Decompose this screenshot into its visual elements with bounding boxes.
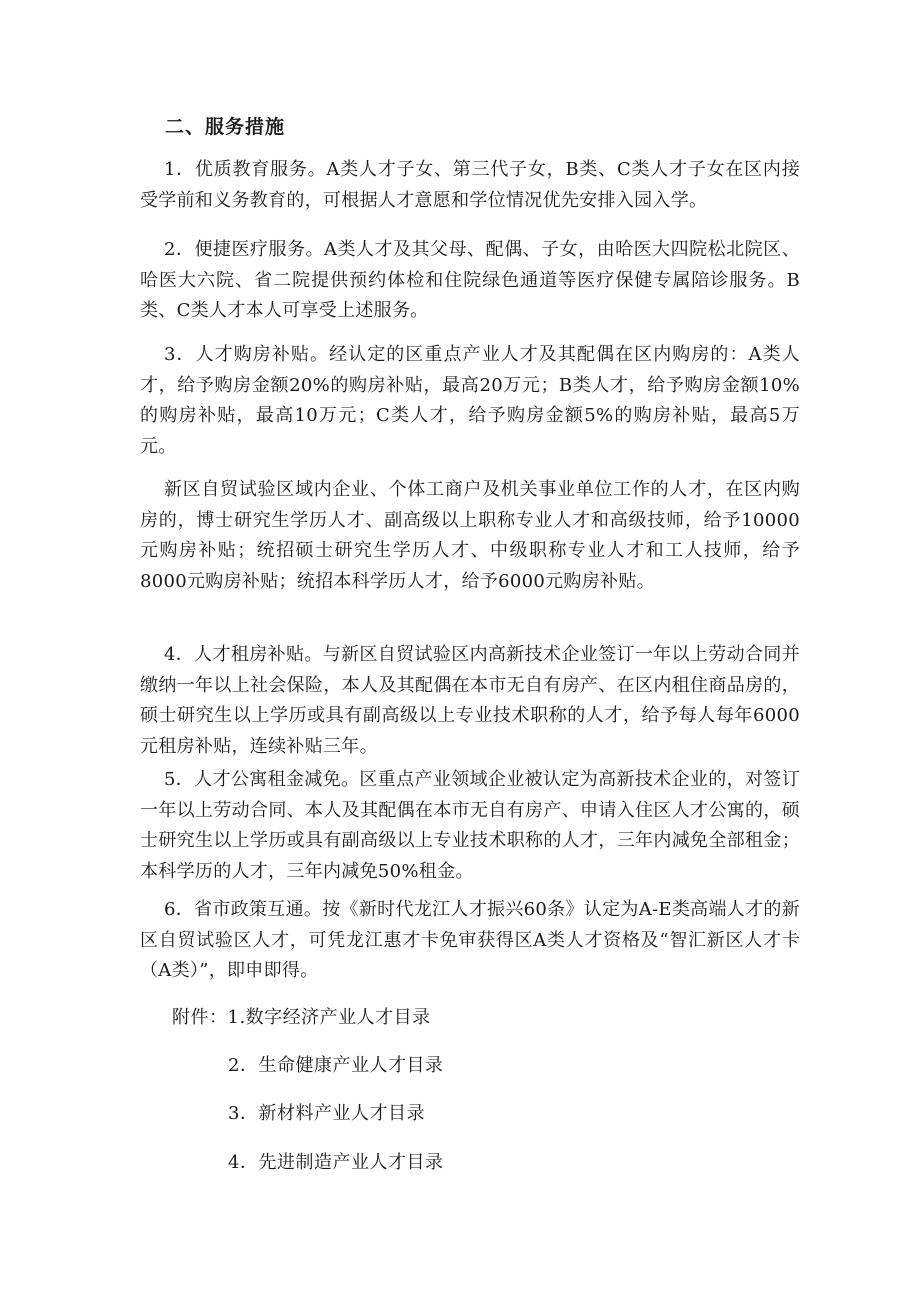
paragraph-housing-purchase-subsidy: 3．人才购房补贴。经认定的区重点产业人才及其配偶在区内购房的：A类人才，给予购房金额20%的购房补贴，最高20万元；B类人才，给予购房金额10%的购房补贴，最高10万元；C类人才，给予购房金额5%的购房补贴，最高5万元。 bbox=[140, 344, 800, 457]
attachment-label: 附件：1.数字经济产业人才目录 bbox=[172, 1007, 431, 1028]
paragraph-policy-interoperability: 6．省市政策互通。按《新时代龙江人才振兴60条》认定为A-E类高端人才的新区自贸试验区人才，可凭龙江惠才卡免审获得区A类人才资格及“智汇新区人才卡（A类）”，即申即得。 bbox=[140, 899, 800, 981]
attachment-item: 3．新材料产业人才目录 bbox=[228, 1103, 425, 1124]
attachment-item: 4．先进制造产业人才目录 bbox=[228, 1152, 444, 1173]
section-heading: 二、服务措施 bbox=[165, 116, 286, 138]
paragraph-housing-purchase-subsidy-general: 新区自贸试验区域内企业、个体工商户及机关事业单位工作的人才，在区内购房的，博士研究生学历人才、副高级以上职称专业人才和高级技师，给予10000元购房补贴；统招硕士研究生学历人才、中级职称专业人才和工人技师，给予8000元购房补贴；统招本科学历人才，给予6000元购房补贴。 bbox=[140, 479, 800, 592]
paragraph-apartment-rent-waiver: 5．人才公寓租金减免。区重点产业领域企业被认定为高新技术企业的，对签订一年以上劳动合同、本人及其配偶在本市无自有房产、申请入住区人才公寓的，硕士研究生以上学历或具有副高级以上专业技术职称的人才，三年内减免全部租金；本科学历的人才，三年内减免50%租金。 bbox=[140, 769, 800, 882]
attachment-item: 2．生命健康产业人才目录 bbox=[228, 1055, 444, 1076]
paragraph-medical-service: 2．便捷医疗服务。A类人才及其父母、配偶、子女，由哈医大四院松北院区、哈医大六院、省二院提供预约体检和住院绿色通道等医疗保健专属陪诊服务。B类、C类人才本人可享受上述服务。 bbox=[140, 239, 800, 321]
paragraph-rental-subsidy: 4．人才租房补贴。与新区自贸试验区内高新技术企业签订一年以上劳动合同并缴纳一年以上社会保险，本人及其配偶在本市无自有房产、在区内租住商品房的，硕士研究生以上学历或具有副高级以上专业技术职称的人才，给予每人每年6000元租房补贴，连续补贴三年。 bbox=[140, 644, 800, 757]
paragraph-education-service: 1．优质教育服务。A类人才子女、第三代子女，B类、C类人才子女在区内接受学前和义务教育的，可根据人才意愿和学位情况优先安排入园入学。 bbox=[140, 159, 800, 211]
